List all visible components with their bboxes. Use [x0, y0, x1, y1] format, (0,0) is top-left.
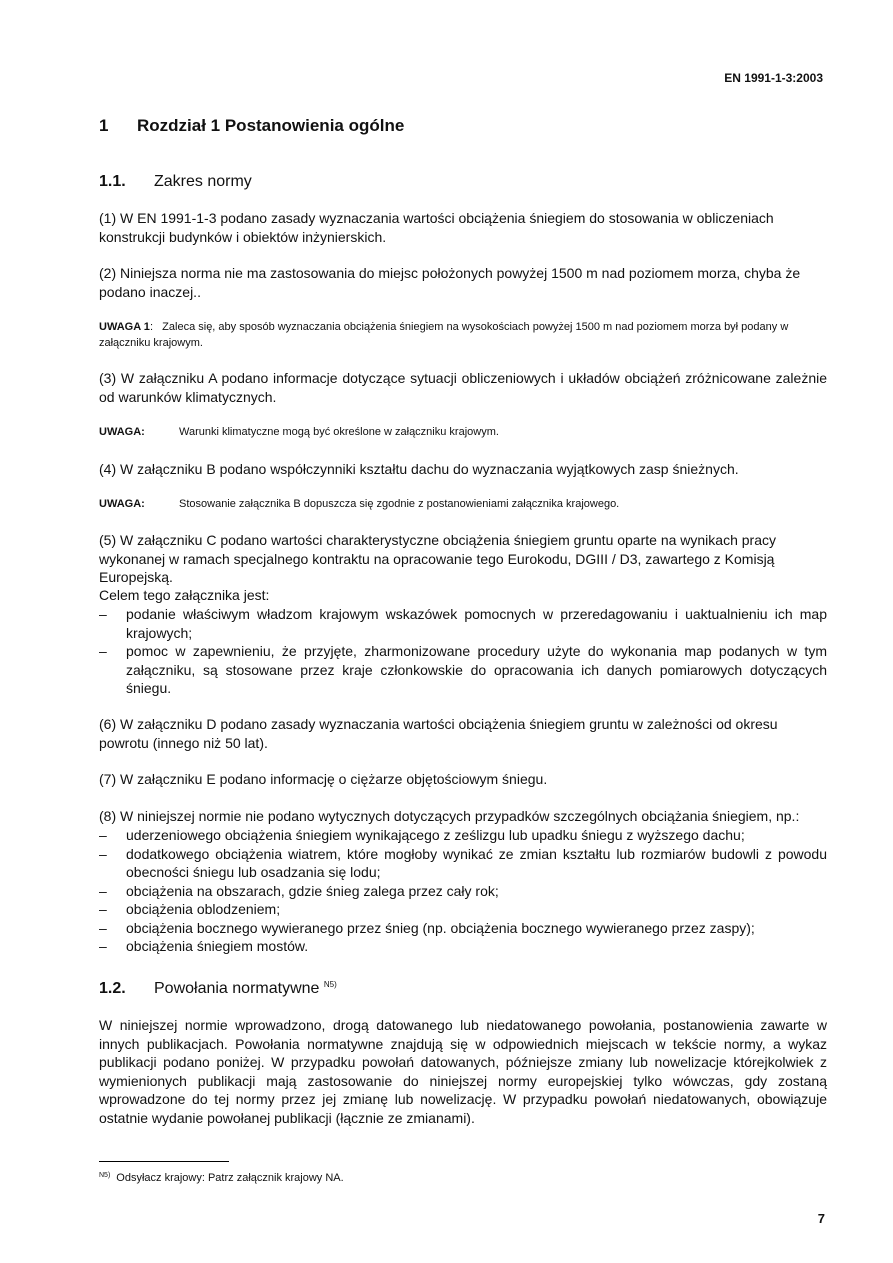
paragraph-1: (1) W EN 1991-1-3 podano zasady wyznaczania wartości obciążenia śniegiem do stosowania w obliczeniach konstrukcji budynków i obiektów inżynierskich. — [99, 210, 774, 245]
list-item: – podanie właściwym władzom krajowym wskazówek pomocnych w przeredagowaniu i uaktualnieniu ich map krajowych; — [99, 605, 827, 642]
list-item: – obciążenia oblodzeniem; — [99, 900, 827, 919]
list-item: – obciążenia bocznego wywieranego przez śnieg (np. obciążenia bocznego wywieranego przez zaspy); — [99, 919, 827, 938]
paragraph-6: (6) W załączniku D podano zasady wyznaczania wartości obciążenia śniegiem gruntu w zależności od okresu powrotu (innego niż 50 lat). — [99, 716, 778, 751]
section-title: Zakres normy — [154, 173, 252, 190]
paragraph-4: (4) W załączniku B podano współczynniki kształtu dachu do wyznaczania wyjątkowych zasp śnieżnych. — [99, 461, 739, 477]
note-label: UWAGA: — [99, 498, 145, 510]
chapter-number: 1 — [99, 116, 109, 135]
list-item: – obciążenia śniegiem mostów. — [99, 937, 827, 956]
paragraph-8-list — [99, 826, 827, 956]
chapter-title: Rozdział 1 Postanowienia ogólne — [137, 116, 405, 135]
paragraph-8: (8) W niniejszej normie nie podano wytycznych dotyczących przypadków szczególnych obciążania śniegiem, np.: — [99, 808, 800, 824]
footnote-reference[interactable]: N5) — [323, 980, 337, 989]
paragraph-5-list — [99, 605, 827, 698]
section-1-1-heading — [99, 173, 252, 191]
paragraph-normative-references: W niniejszej normie wprowadzono, drogą datowanego lub niedatowanego powołania, postanowienia zawarte w innych publikacjach. Powołania normatywne znajdują się w odpowiednich miejscach w tekście normy, a wykaz publikacji podano poniżej. W przypadku powołań datowanych, późniejsze zmiany lub nowelizacje którejkolwiek z wymienionych publikacji mają zastosowanie do niniejszej normy europejskiej tylko wówczas, gdy zostaną wprowadzone do tej normy przez jej zmianę lub nowelizację. W przypadku powołań niedatowanych, obowiązuje ostatnie wydanie powołanej publikacji (łącznie ze zmianami). — [99, 1017, 827, 1126]
section-1-2-heading — [99, 980, 337, 998]
note-text: Warunki klimatyczne mogą być określone w załączniku krajowym. — [179, 426, 499, 438]
note-3 — [99, 497, 827, 513]
list-item: – pomoc w zapewnieniu, że przyjęte, zharmonizowane procedury użyte do wykonania map podanych w tym załączniku, są stosowane przez kraje członkowskie do opracowania ich danych pomiarowych dotyczących śniegu. — [99, 642, 827, 698]
footnote-mark: N5) — [99, 1172, 111, 1179]
paragraph-2: (2) Niniejsza norma nie ma zastosowania do miejsc położonych powyżej 1500 m nad poziomem morza, chyba że podano inaczej.. — [99, 265, 801, 300]
paragraph-7: (7) W załączniku E podano informację o ciężarze objętościowym śniegu. — [99, 771, 548, 787]
page-number: 7 — [817, 1211, 825, 1226]
note-text: Zaleca się, aby sposób wyznaczania obciążenia śniegiem na wysokościach powyżej 1500 m nad poziomem morza był podany w załączniku krajowym. — [99, 321, 789, 349]
paragraph-3: (3) W załączniku A podano informacje dotyczące sytuacji obliczeniowych i układów obciążeń zróżnicowane zależnie od warunków klimatycznych. — [99, 370, 827, 405]
list-item: – obciążenia na obszarach, gdzie śnieg zalega przez cały rok; — [99, 882, 827, 901]
footnote — [99, 1172, 344, 1184]
document-code: EN 1991-1-3:2003 — [724, 71, 823, 85]
footnote-text: Odsyłacz krajowy: Patrz załącznik krajowy NA. — [116, 1172, 344, 1184]
list-item: – dodatkowego obciążenia wiatrem, które mogłoby wynikać ze zmian kształtu lub rozmiarów budowli z powodu obecności śniegu lub osadzania się lodu; — [99, 845, 827, 882]
note-label: UWAGA 1 — [99, 321, 150, 333]
note-2 — [99, 425, 827, 441]
note-text: Stosowanie załącznika B dopuszcza się zgodnie z postanowieniami załącznika krajowego. — [179, 498, 620, 510]
note-label: UWAGA: — [99, 426, 145, 438]
paragraph-5-intro: Celem tego załącznika jest: — [99, 587, 270, 603]
chapter-heading — [99, 116, 404, 136]
list-item: – uderzeniowego obciążenia śniegiem wynikającego z ześlizgu lub upadku śniegu z wyższego dachu; — [99, 826, 827, 845]
section-number: 1.1. — [99, 173, 126, 190]
footnote-divider — [99, 1161, 229, 1162]
paragraph-5: (5) W załączniku C podano wartości charakterystyczne obciążenia śniegiem gruntu oparte na wynikach pracy wykonanej w ramach specjalnego kontraktu na opracowanie tego Eurokodu, DGIII / D3, zawartego z Komisją Europejską. — [99, 532, 776, 585]
note-1: UWAGA 1: Zaleca się, aby sposób wyznaczania obciążenia śniegiem na wysokościach powyżej 1500 m nad poziomem morza był podany w załączniku krajowym. — [99, 321, 789, 349]
section-number: 1.2. — [99, 980, 126, 997]
section-title: Powołania normatywne — [154, 980, 320, 997]
